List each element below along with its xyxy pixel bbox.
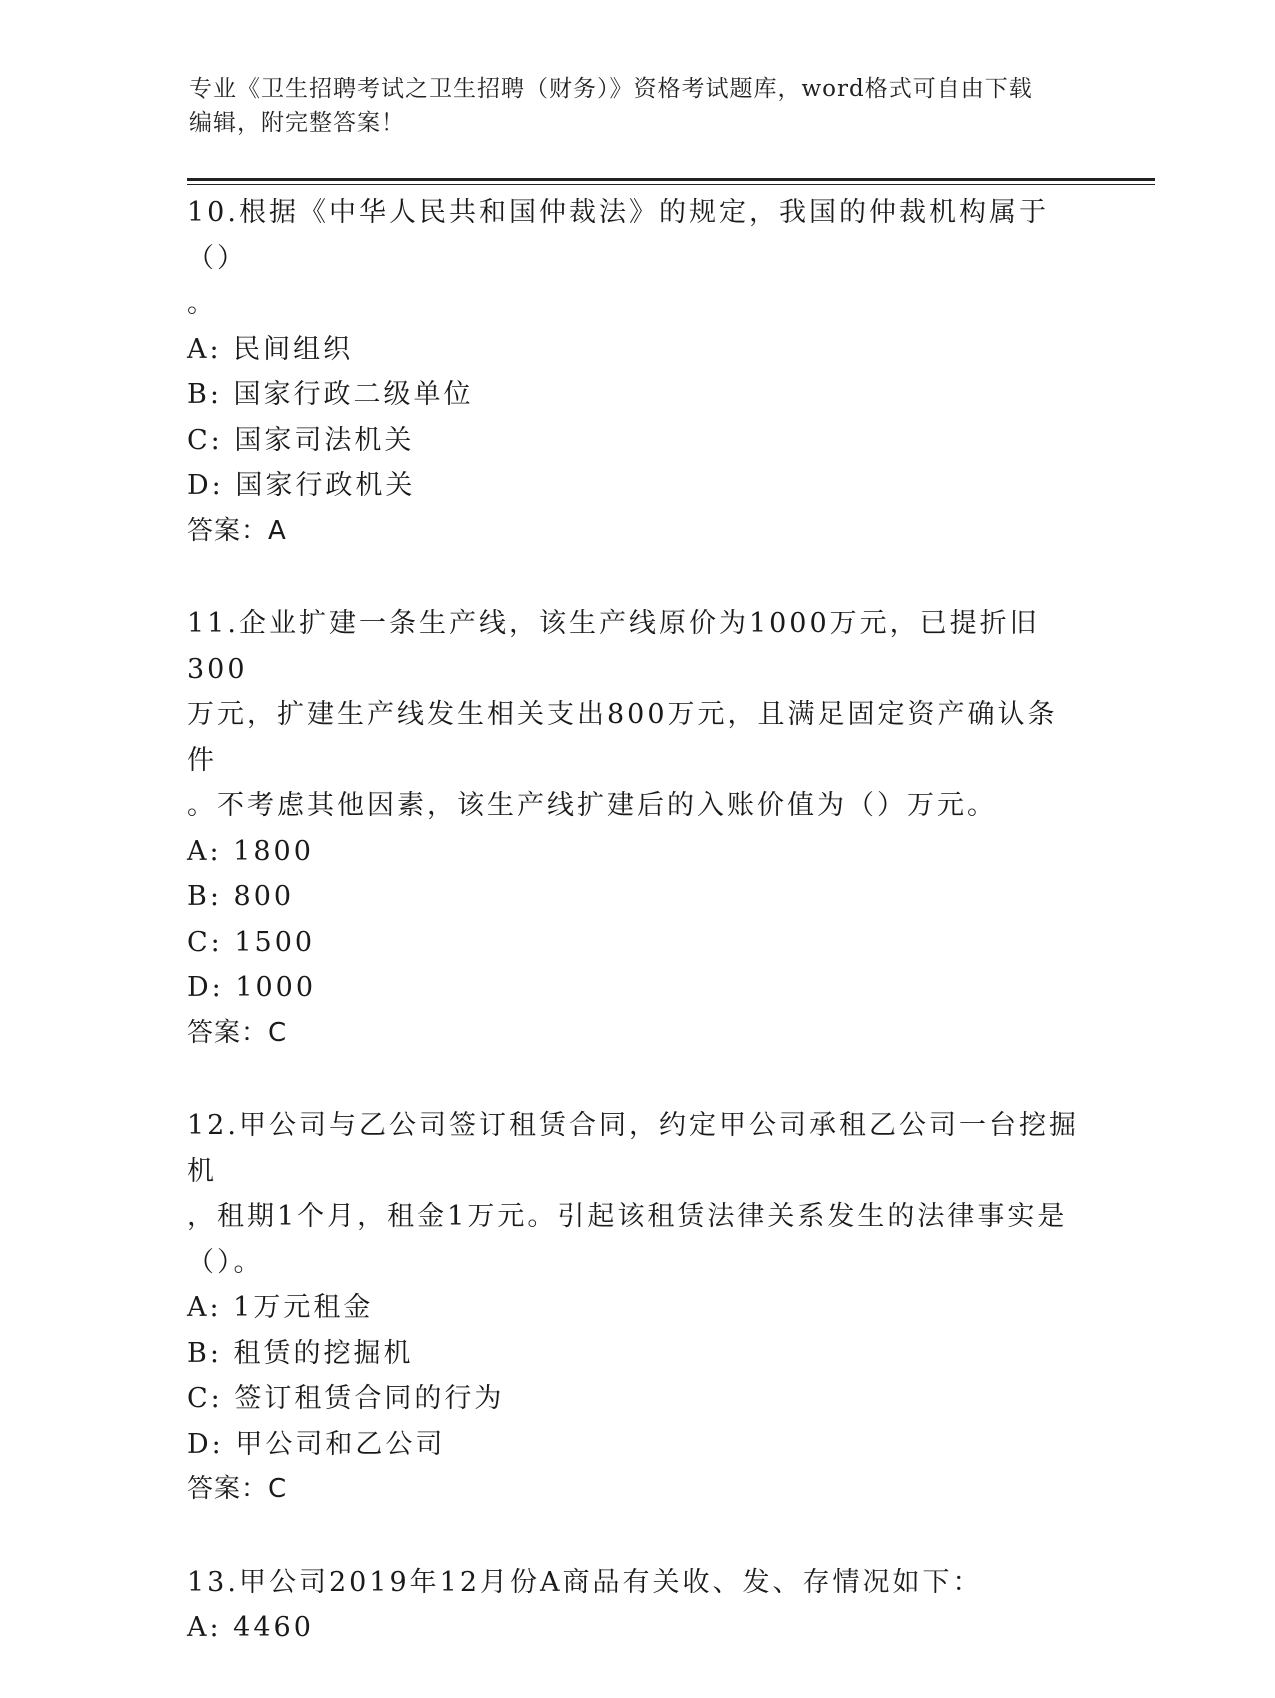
option-c: C: 1500 bbox=[187, 926, 316, 958]
answer-label: 答案：A bbox=[187, 515, 287, 546]
option-a: A: 4460 bbox=[187, 1612, 314, 1643]
stem-line: 。不考虑其他因素，该生产线扩建后的入账价值为（）万元。 bbox=[187, 790, 997, 821]
option-a: A: 1800 bbox=[187, 835, 314, 867]
stem-line: 12.甲公司与乙公司签订租赁合同，约定甲公司承租乙公司一台挖掘机 bbox=[187, 1110, 1079, 1187]
stem-line: 。 bbox=[187, 288, 217, 319]
option-d: D: 1000 bbox=[187, 972, 317, 1003]
question-list bbox=[187, 190, 1087, 1698]
question-11 bbox=[187, 601, 1087, 1056]
header-divider-thin bbox=[187, 184, 1155, 185]
header-line-2: 编辑，附完整答案！ bbox=[189, 110, 405, 136]
header-note bbox=[189, 72, 1089, 140]
question-10 bbox=[187, 190, 1087, 554]
stem-line: （）。 bbox=[187, 1246, 264, 1278]
option-d: D: 国家行政机关 bbox=[187, 470, 416, 501]
stem-line: 10.根据《中华人民共和国仲裁法》的规定，我国的仲裁机构属于（） bbox=[187, 197, 1049, 274]
stem-line: 万元，扩建生产线发生相关支出800万元，且满足固定资产确认条件 bbox=[187, 699, 1058, 776]
option-b: B: 国家行政二级单位 bbox=[187, 379, 474, 410]
question-12 bbox=[187, 1103, 1087, 1513]
option-a: A: 民间组织 bbox=[187, 333, 354, 365]
answer-label: 答案：C bbox=[187, 1474, 288, 1504]
stem-line: ，租期1个月，租金1万元。引起该租赁法律关系发生的法律事实是 bbox=[187, 1201, 1068, 1232]
option-c: C: 国家司法机关 bbox=[187, 424, 415, 456]
question-stem bbox=[187, 1103, 1087, 1285]
question-stem bbox=[187, 601, 1087, 829]
option-c: C: 签订租赁合同的行为 bbox=[187, 1383, 505, 1414]
header-divider-thick bbox=[187, 178, 1155, 181]
option-b: B: 租赁的挖掘机 bbox=[187, 1337, 414, 1369]
question-stem bbox=[187, 1560, 1087, 1606]
answer-label: 答案：C bbox=[187, 1017, 288, 1048]
option-b: B: 800 bbox=[187, 881, 295, 912]
question-stem bbox=[187, 190, 1087, 327]
option-a: A: 1万元租金 bbox=[187, 1292, 374, 1323]
question-13 bbox=[187, 1560, 1087, 1651]
stem-line: 13.甲公司2019年12月份A商品有关收、发、存情况如下： bbox=[187, 1566, 983, 1598]
header-line-1: 专业《卫生招聘考试之卫生招聘（财务）》资格考试题库，word格式可自由下载 bbox=[189, 76, 1033, 102]
stem-line: 11.企业扩建一条生产线，该生产线原价为1000万元，已提折旧300 bbox=[187, 608, 1040, 685]
option-d: D: 甲公司和乙公司 bbox=[187, 1428, 446, 1460]
